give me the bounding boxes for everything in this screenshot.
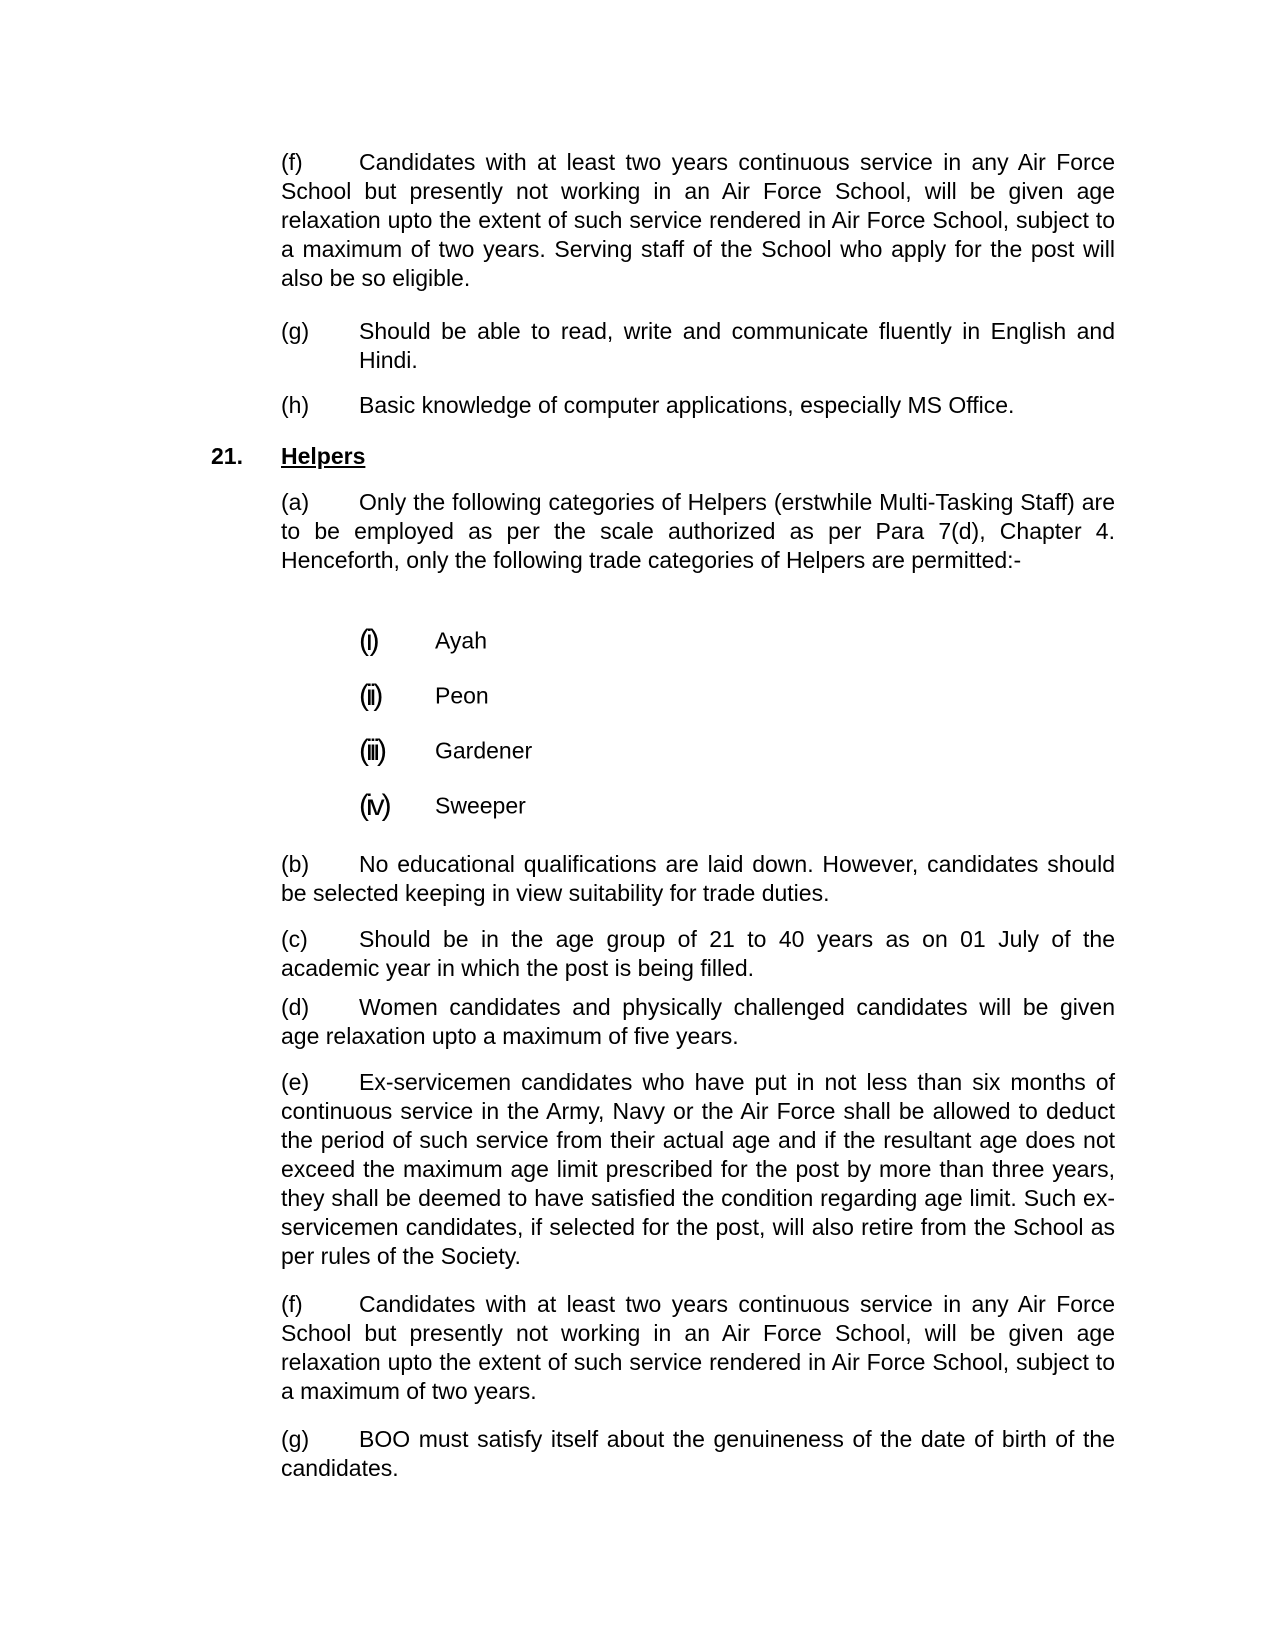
category-item (359, 624, 488, 658)
clause-label: (a) (281, 489, 310, 515)
clause-text: Candidates with at least two years continuous service in any Air Force School but presently not working in an Air Force School, will be given age relaxation upto the extent of such service rendered in Air Force School, subject to a maximum of two years. (281, 1291, 1115, 1404)
clause-label: (e) (281, 1069, 310, 1095)
clause-label: (d) (281, 994, 310, 1020)
category-item (359, 679, 489, 713)
clause-text: No educational qualifications are laid down. However, candidates should be selected keeping in view suitability for trade duties. (281, 851, 1115, 906)
clause-label: (g) (281, 318, 310, 344)
clause-c (281, 925, 1115, 983)
clause-f (281, 1290, 1115, 1406)
roman-numeral: (ii) (359, 679, 381, 713)
category-item (359, 789, 526, 823)
clause-text: BOO must satisfy itself about the genuineness of the date of birth of the candidates. (281, 1426, 1115, 1481)
clause-text: Should be in the age group of 21 to 40 years as on 01 July of the academic year in which the post is being filled. (281, 926, 1115, 981)
clause-d (281, 993, 1115, 1051)
category-label: Sweeper (435, 792, 526, 819)
clause-label: (f) (281, 1291, 303, 1317)
clause-g-top (281, 317, 1115, 375)
clause-label: (g) (281, 1426, 310, 1452)
clause-label: (f) (281, 149, 303, 175)
section-number: 21. (211, 443, 243, 469)
category-label: Gardener (435, 737, 533, 764)
category-item (359, 734, 533, 768)
category-label: Peon (435, 682, 489, 709)
clause-text: Basic knowledge of computer applications, especially MS Office. (359, 392, 1015, 418)
clause-b (281, 850, 1115, 908)
section-title: Helpers (281, 443, 366, 469)
clause-text: Only the following categories of Helpers (erstwhile Multi-Tasking Staff) are to be employed as per the scale authorized as per Para 7(d), Chapter 4. Henceforth, only the following trade categories of Helpers are permitted:- (281, 489, 1115, 573)
clause-text: Women candidates and physically challenged candidates will be given age relaxation upto a maximum of five years. (281, 994, 1115, 1049)
clause-label: (h) (281, 392, 310, 418)
clause-e (281, 1068, 1115, 1271)
clause-label: (b) (281, 851, 310, 877)
roman-numeral: (iv) (359, 789, 389, 823)
roman-numeral: (iii) (359, 734, 384, 768)
clause-text: Ex-servicemen candidates who have put in not less than six months of continuous service in the Army, Navy or the Air Force shall be allowed to deduct the period of such service from their actual age and if the resultant age does not exceed the maximum age limit prescribed for the post by more than three years, they shall be deemed to have satisfied the condition regarding age limit. Such ex-servicemen candidates, if selected for the post, will also retire from the School as per rules of the Society. (281, 1069, 1115, 1269)
clause-text: Should be able to read, write and communicate fluently in English and Hindi. (359, 318, 1115, 373)
clause-g (281, 1425, 1115, 1483)
clause-h-top (281, 391, 1115, 420)
clause-f-top (281, 148, 1115, 293)
section-heading (211, 442, 365, 471)
clause-a (281, 488, 1115, 575)
category-label: Ayah (435, 627, 488, 654)
clause-text: Candidates with at least two years continuous service in any Air Force School but presently not working in an Air Force School, will be given age relaxation upto the extent of such service rendered in Air Force School, subject to a maximum of two years. Serving staff of the School who apply for the post will also be so eligible. (281, 149, 1115, 291)
roman-numeral: (i) (359, 624, 377, 658)
clause-label: (c) (281, 926, 308, 952)
